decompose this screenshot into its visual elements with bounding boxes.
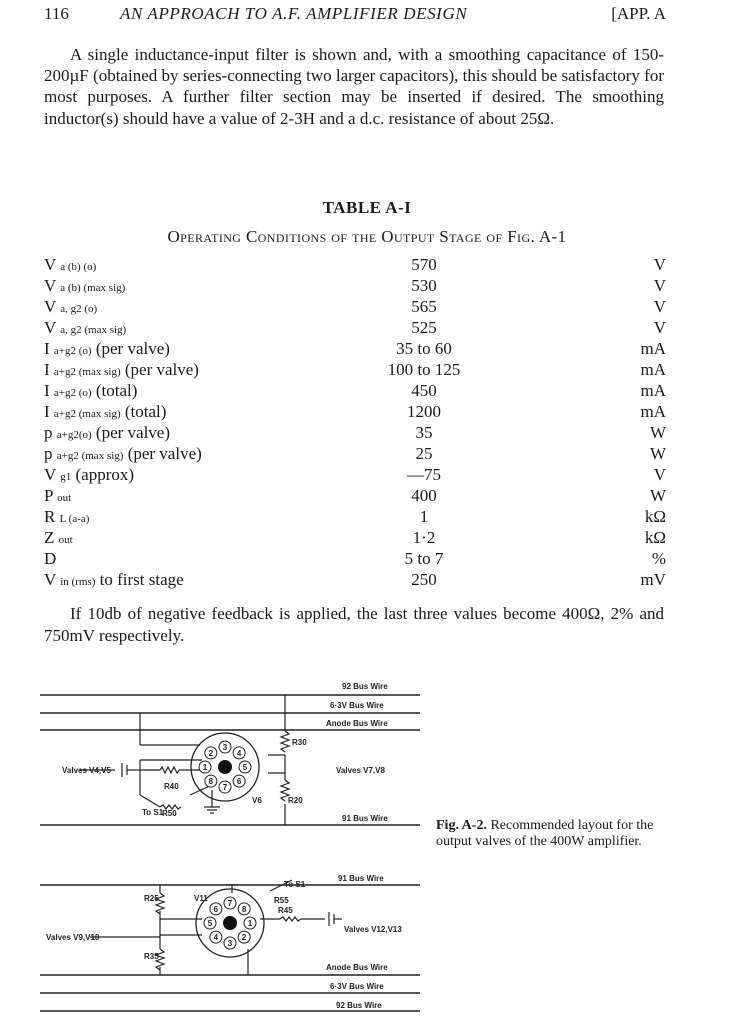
valve-pin-number: 5 [242,763,248,772]
table-row [44,507,666,528]
row-description: to first stage [95,570,184,589]
table-row [44,381,666,402]
row-label [44,549,56,569]
row-label [44,570,184,590]
row-subscript: a (b) (max sig) [60,282,126,294]
row-symbol: V [44,570,56,589]
row-label [44,444,202,464]
table-row [44,486,666,507]
label-92-bus-top: 92 Bus Wire [342,682,388,691]
row-symbol: Z [44,528,55,547]
row-unit: mV [640,570,666,589]
row-value: 530 [411,276,437,295]
row-description: (approx) [71,465,135,484]
row-unit: mA [640,339,666,358]
row-label [44,297,97,317]
valve-pin-number: 6 [213,904,219,914]
row-subscript: a, g2 (o) [60,303,98,315]
figure-caption [436,818,672,850]
valve-pin-number: 8 [241,904,247,914]
label-to-s1-top: To S1 [142,808,164,817]
row-symbol: I [44,360,50,379]
valve-pin-number: 3 [222,743,228,752]
row-subscript: a+g2 (max sig) [56,450,124,462]
label-63-bus-top: 6·3V Bus Wire [330,701,384,710]
row-unit: % [651,549,666,568]
row-label [44,255,96,275]
row-unit: kΩ [644,528,666,547]
row-value: 525 [411,318,437,337]
table-subtitle: Operating Conditions of the Output Stage of Fig. A-1 [167,227,567,246]
row-subscript: out [57,492,72,504]
row-symbol: I [44,339,50,358]
row-label [44,381,137,401]
label-91-bus-top: 91 Bus Wire [342,814,388,823]
valve-pin-number: 3 [227,939,233,948]
row-symbol: p [44,423,53,442]
intro-paragraph [44,44,664,129]
lower-wiring [90,880,342,975]
valve-pin-number: 6 [236,777,242,787]
label-valves-v7v8: Valves V7,V8 [336,766,385,775]
row-symbol: I [44,402,50,421]
row-value: 400 [411,486,437,505]
row-symbol: D [44,549,57,568]
upper-bus-lines [40,695,420,825]
label-valves-v9v10: Valves V9,V10 [46,933,100,942]
row-subscript: a+g2 (max sig) [53,408,121,420]
row-subscript: a (b) (o) [60,261,97,273]
feedback-paragraph [44,603,664,647]
row-label [44,339,170,359]
label-63-bus-bottom: 6·3V Bus Wire [330,982,384,991]
running-title: AN APPROACH TO A.F. AMPLIFIER DESIGN [120,4,468,23]
row-description: (per valve) [91,339,170,358]
row-value: 570 [411,255,437,274]
row-symbol: V [44,465,56,484]
row-description: (total) [120,402,167,421]
valve-pin-number: 4 [213,933,219,943]
figure-caption-text: Recommended layout for the output valves of the 400W amplifier. [436,818,654,849]
label-r55: R55 [274,896,289,905]
row-symbol: P [44,486,53,505]
row-symbol: V [44,255,56,274]
row-unit: mA [640,360,666,379]
row-unit: V [653,318,666,337]
table-row [44,297,666,318]
row-unit: V [653,255,666,274]
label-valves-v12v13: Valves V12,V13 [344,925,402,934]
table-row [44,528,666,549]
label-r30: R30 [292,738,307,747]
page-number: 116 [44,4,69,23]
table-row [44,318,666,339]
row-label [44,423,170,443]
row-symbol: p [44,444,53,463]
valve-pin-number: 2 [208,748,214,758]
row-label [44,360,199,380]
label-to-s1-bottom: To S1 [284,880,306,889]
table-row [44,423,666,444]
label-valves-v4v5: Valves V4,V5 [62,766,111,775]
row-subscript: g1 [60,471,72,483]
valve-pin-number: 8 [208,777,214,787]
row-value: 35 [415,423,433,442]
valve-pin-number: 1 [202,763,208,772]
figure-caption-label: Fig. A-2. [436,818,487,833]
row-subscript: out [58,534,73,546]
valve-pin-number: 7 [222,783,228,792]
valve-pin-number: 2 [241,933,247,943]
table-row [44,360,666,381]
row-symbol: V [44,318,56,337]
row-value: 1 [419,507,429,526]
table-row [44,255,666,276]
valve-pin-number: 1 [247,919,253,928]
row-value: 565 [411,297,437,316]
row-unit: W [649,423,666,442]
table-row [44,570,666,591]
valve-v11-spigot [223,916,237,930]
row-subscript: a+g2(o) [56,429,92,441]
row-description: (per valve) [91,423,171,442]
row-subscript: a+g2 (max sig) [53,366,121,378]
valve-pin-number: 5 [207,919,213,928]
table-row [44,444,666,465]
row-subscript: in (rms) [60,576,96,588]
row-symbol: V [44,297,56,316]
label-91-bus-bottom: 91 Bus Wire [338,874,384,883]
row-subscript: a+g2 (o) [53,345,92,357]
row-value: 5 to 7 [404,549,444,568]
row-description: (total) [91,381,138,400]
row-value: 25 [415,444,433,463]
row-value: 250 [411,570,437,589]
label-r50: R50 [162,809,177,818]
label-r25: R25 [144,894,159,903]
row-description: (per valve) [120,360,199,379]
row-label [44,486,71,506]
row-description: (per valve) [123,444,202,463]
label-anode-bus-bottom: Anode Bus Wire [326,963,388,972]
label-r40: R40 [164,782,179,791]
row-subscript: a+g2 (o) [53,387,92,399]
row-unit: V [653,465,666,484]
row-unit: W [649,444,666,463]
table-row [44,465,666,486]
row-subscript: a, g2 (max sig) [60,324,127,336]
table-row [44,402,666,423]
row-value: 1200 [407,402,441,421]
row-unit: V [653,276,666,295]
row-value: 1·2 [412,528,436,547]
label-92-bus-bottom: 92 Bus Wire [336,1001,382,1010]
row-label [44,528,73,548]
row-label [44,402,166,422]
valve-v6-spigot [218,760,232,774]
row-label [44,318,126,338]
layout-diagram [30,675,430,1020]
row-value: 100 to 125 [387,360,461,379]
row-unit: W [649,486,666,505]
label-v6: V6 [252,796,262,805]
table-row [44,339,666,360]
intro-text: A single inductance-input filter is shown and, with a smoothing capacitance of 150-200µF (obtained by series-connecting two larger capacitors), this should be satisfactory for most purposes. A further filter section may be inserted if desired. The smoothing inductor(s) should have a value of 2-3H and a d.c. resistance of about 25Ω. [44,45,664,128]
table-row [44,549,666,570]
label-anode-bus-top: Anode Bus Wire [326,719,388,728]
label-r20: R20 [288,796,303,805]
page-header [44,4,666,28]
row-label [44,276,125,296]
row-unit: mA [640,402,666,421]
valve-pin-number: 4 [236,748,242,758]
row-value: —75 [407,465,441,484]
table-row [44,276,666,297]
row-label [44,507,89,527]
valve-pin-number: 7 [227,899,233,908]
row-value: 35 to 60 [396,339,452,358]
row-unit: kΩ [644,507,666,526]
label-r35: R35 [144,952,159,961]
row-symbol: V [44,276,56,295]
row-value: 450 [411,381,437,400]
label-r45: R45 [278,906,293,915]
row-unit: V [653,297,666,316]
label-v11: V11 [194,894,208,903]
row-subscript: L (a-a) [59,513,90,525]
row-label [44,465,134,485]
feedback-text: If 10db of negative feedback is applied, the last three values become 400Ω, 2% and 750mV respectively. [44,604,664,645]
table-title: TABLE A-I [322,198,412,217]
row-symbol: R [44,507,56,526]
row-unit: mA [640,381,666,400]
appendix-label: [APP. A [611,4,666,23]
row-symbol: I [44,381,50,400]
